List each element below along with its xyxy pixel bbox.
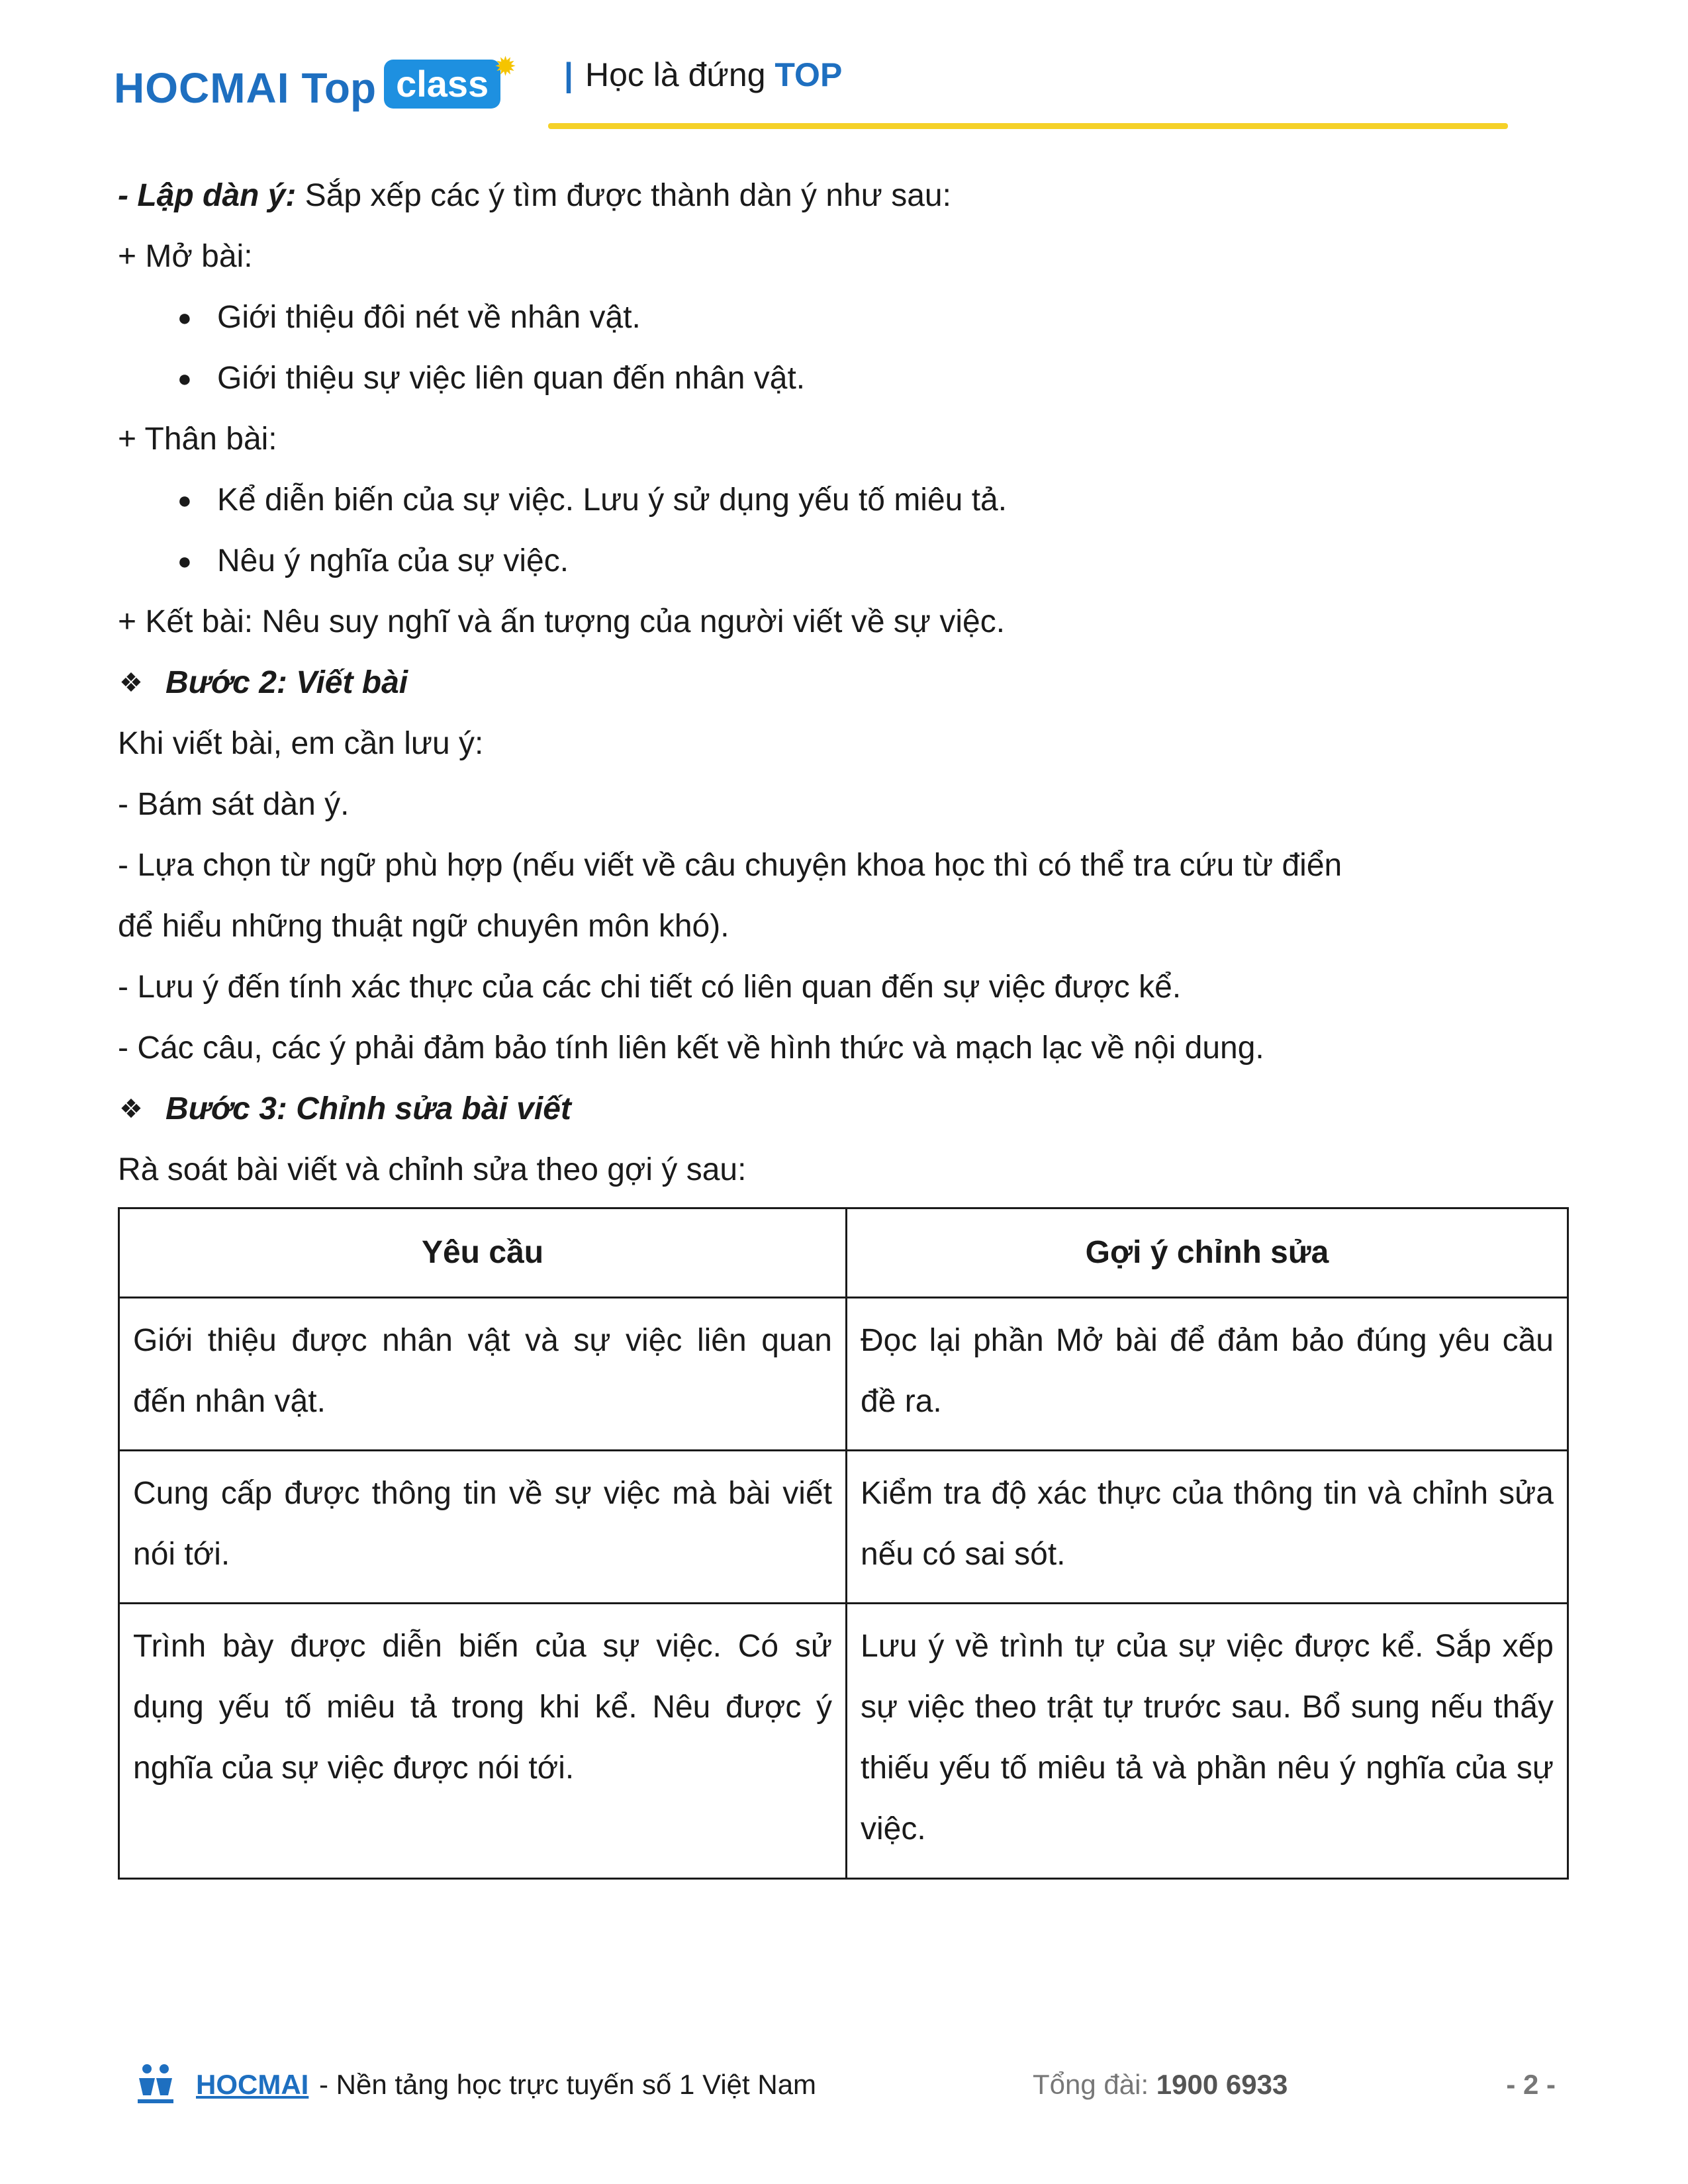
list-item-text: Nêu ý nghĩa của sự việc.	[217, 543, 569, 578]
step2-heading	[118, 653, 1568, 713]
table-cell: Lưu ý về trình tự của sự việc được kể. Sắp xếp sự việc theo trật tự trước sau. Bổ sung nếu thấy thiếu yếu tố miêu tả và phần nêu ý nghĩa của sự việc.	[847, 1604, 1568, 1879]
table-header-row	[119, 1208, 1568, 1298]
header-divider	[548, 123, 1508, 129]
bullet-icon: ●	[177, 304, 192, 331]
logo-top-text: Top	[301, 64, 377, 112]
document-body	[118, 165, 1568, 1201]
table-cell: Trình bày được diễn biến của sự việc. Có sử dụng yếu tố miêu tả trong khi kể. Nêu được ý nghĩa của sự việc được nói tới.	[119, 1604, 847, 1879]
step3-intro: Rà soát bài viết và chỉnh sửa theo gợi ý sau:	[118, 1152, 747, 1187]
hotline-number: 1900 6933	[1156, 2069, 1288, 2100]
table-cell: Kiểm tra độ xác thực của thông tin và chỉnh sửa nếu có sai sót.	[847, 1451, 1568, 1604]
step2-item: để hiểu những thuật ngữ chuyên môn khó).	[118, 909, 729, 944]
table-cell: Giới thiệu được nhân vật và sự việc liên quan đến nhân vật.	[119, 1298, 847, 1451]
list-item	[118, 531, 1568, 592]
tagline-bold: TOP	[774, 56, 843, 93]
step3-heading	[118, 1079, 1568, 1140]
step2-intro: Khi viết bài, em cần lưu ý:	[118, 726, 484, 761]
intro-label: + Mở bài:	[118, 239, 253, 274]
outline-text: Sắp xếp các ý tìm được thành dàn ý như sau:	[296, 178, 951, 213]
footer-hotline	[1033, 2069, 1288, 2101]
table-cell: Đọc lại phần Mở bài để đảm bảo đúng yêu cầu đề ra.	[847, 1298, 1568, 1451]
step2-item: - Lưu ý đến tính xác thực của các chi tiết có liên quan đến sự việc được kể.	[118, 970, 1182, 1005]
hocmai-topclass-logo	[114, 46, 517, 113]
list-item-text: Giới thiệu sự việc liên quan đến nhân vật.	[217, 361, 806, 396]
conclusion-paragraph: + Kết bài: Nêu suy nghĩ và ấn tượng của người viết về sự việc.	[118, 604, 1006, 639]
page-footer	[132, 2065, 1556, 2111]
step2-item: - Lựa chọn từ ngữ phù hợp (nếu viết về câu chuyện khoa học thì có thể tra cứu từ điển	[118, 848, 1342, 883]
outline-paragraph	[118, 165, 1568, 226]
tagline-divider: |	[564, 56, 573, 93]
diamond-bullet-icon: ❖	[119, 668, 143, 698]
column-header-requirement: Yêu cầu	[119, 1208, 847, 1298]
footer-description: - Nền tảng học trực tuyến số 1 Việt Nam	[319, 2069, 817, 2100]
list-item-text: Giới thiệu đôi nét về nhân vật.	[217, 300, 641, 335]
footer-brand-link[interactable]: HOCMAI	[196, 2069, 309, 2100]
step2-title: Bước 2: Viết bài	[165, 665, 408, 700]
body-label: + Thân bài:	[118, 422, 277, 457]
bullet-icon: ●	[177, 486, 192, 514]
table-row	[119, 1298, 1568, 1451]
diamond-bullet-icon: ❖	[119, 1095, 143, 1124]
step3-title: Bước 3: Chỉnh sửa bài viết	[165, 1091, 571, 1126]
logo-hocmai-text: HOCMAI	[114, 64, 290, 112]
bullet-icon: ●	[177, 365, 192, 392]
outline-label: - Lập dàn ý:	[118, 178, 297, 213]
logo-class-text: class	[396, 63, 489, 105]
logo-class-badge	[384, 52, 517, 109]
hotline-label: Tổng đài:	[1033, 2069, 1149, 2100]
table-row	[119, 1604, 1568, 1879]
table-row	[119, 1451, 1568, 1604]
list-item-text: Kể diễn biến của sự việc. Lưu ý sử dụng yếu tố miêu tả.	[217, 482, 1008, 518]
gear-icon: ✹	[494, 52, 517, 81]
page-number: - 2 -	[1506, 2069, 1556, 2100]
list-item	[118, 348, 1568, 409]
list-item	[118, 470, 1568, 531]
header-tagline	[564, 56, 842, 94]
list-item	[118, 287, 1568, 348]
step2-item: - Các câu, các ý phải đảm bảo tính liên kết về hình thức và mạch lạc về nội dung.	[118, 1030, 1264, 1066]
bullet-icon: ●	[177, 547, 192, 574]
hocmai-people-icon	[132, 2061, 179, 2107]
revision-guide-table	[118, 1207, 1569, 1880]
column-header-suggestion: Gợi ý chỉnh sửa	[847, 1208, 1568, 1298]
step2-item: - Bám sát dàn ý.	[118, 787, 350, 822]
table-cell: Cung cấp được thông tin về sự việc mà bài viết nói tới.	[119, 1451, 847, 1604]
tagline-prefix: Học là đứng	[585, 56, 766, 93]
